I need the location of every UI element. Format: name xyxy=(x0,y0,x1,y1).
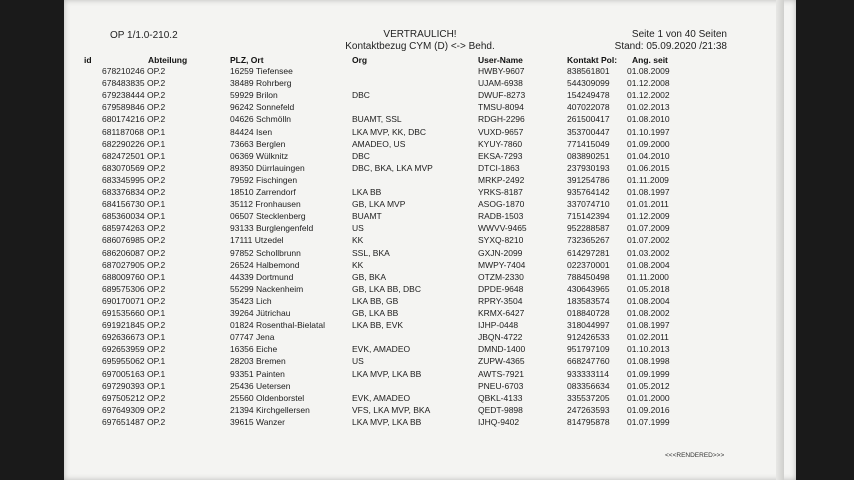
cell-plz-ort: 93351 Painten xyxy=(230,368,285,379)
cell-kontakt-pol: 261500417 xyxy=(567,114,610,125)
cell-ang-seit: 01.04.2010 xyxy=(627,150,670,161)
table-row xyxy=(0,356,854,367)
cell-id: 697290393 xyxy=(102,380,145,391)
cell-user-name: UJAM-6938 xyxy=(478,78,523,89)
cell-user-name: IJHP-0448 xyxy=(478,320,519,331)
cell-kontakt-pol: 715142394 xyxy=(567,211,610,222)
cell-user-name: TMSU-8094 xyxy=(478,102,524,113)
page-info xyxy=(560,29,727,53)
page-number: Seite 1 von 40 Seiten xyxy=(631,29,727,40)
cell-id: 689575306 xyxy=(102,283,145,294)
cell-abteilung: OP.1 xyxy=(147,199,166,210)
stand-date: Stand: 05.09.2020 /21:38 xyxy=(614,41,727,52)
cell-user-name: KYUY-7860 xyxy=(478,138,523,149)
cell-org: LKA MVP, LKA BB xyxy=(352,416,422,427)
cell-kontakt-pol: 912426533 xyxy=(567,332,610,343)
table-row xyxy=(0,417,854,428)
column-header-ang-seit: Ang. seit xyxy=(632,55,668,65)
cell-kontakt-pol: 247263593 xyxy=(567,404,610,415)
cell-org: GB, BKA xyxy=(352,271,387,282)
cell-abteilung: OP.2 xyxy=(147,404,166,415)
table-row xyxy=(0,151,854,162)
cell-plz-ort: 35112 Fronhausen xyxy=(230,199,301,210)
table-row xyxy=(0,344,854,355)
confidential-title: VERTRAULICH! xyxy=(383,29,457,40)
cell-kontakt-pol: 614297281 xyxy=(567,247,610,258)
table-row xyxy=(0,296,854,307)
table-row xyxy=(0,260,854,271)
cell-kontakt-pol: 018840728 xyxy=(567,308,610,318)
cell-id: 684156730 xyxy=(102,199,145,210)
table-row xyxy=(0,187,854,198)
cell-org: US xyxy=(352,356,364,367)
cell-plz-ort: 25560 Oldenborstel xyxy=(230,392,305,403)
cell-id: 682290226 xyxy=(102,138,145,149)
cell-id: 679238444 xyxy=(102,90,145,101)
table-row xyxy=(0,272,854,283)
table-row xyxy=(0,381,854,392)
cell-user-name: ASOG-1870 xyxy=(478,199,525,210)
table-row xyxy=(0,248,854,259)
cell-kontakt-pol: 318044997 xyxy=(567,320,610,331)
cell-id: 692653959 xyxy=(102,344,145,355)
cell-abteilung: OP.1 xyxy=(147,356,166,367)
cell-plz-ort: 18510 Zarrendorf xyxy=(230,187,296,197)
cell-ang-seit: 01.07.2002 xyxy=(627,235,670,246)
cell-id: 697649309 xyxy=(102,404,145,415)
cell-org: DBC xyxy=(352,150,370,161)
cell-plz-ort: 39615 Wanzer xyxy=(230,416,285,427)
table-row xyxy=(0,393,854,404)
cell-kontakt-pol: 083890251 xyxy=(567,150,610,161)
cell-ang-seit: 01.03.2002 xyxy=(627,247,670,258)
cell-ang-seit: 01.10.2013 xyxy=(627,344,670,355)
cell-org: GB, LKA MVP xyxy=(352,199,406,210)
cell-plz-ort: 73663 Berglen xyxy=(230,138,286,149)
cell-user-name: HWBY-9607 xyxy=(478,66,525,76)
cell-user-name: EKSA-7293 xyxy=(478,150,523,161)
cell-plz-ort: 21394 Kirchgellersen xyxy=(230,404,310,415)
table-row xyxy=(0,102,854,113)
cell-kontakt-pol: 952288587 xyxy=(567,223,610,234)
cell-user-name: PNEU-6703 xyxy=(478,380,524,391)
table-row xyxy=(0,139,854,150)
cell-id: 681187068 xyxy=(102,126,144,137)
cell-id: 695955062 xyxy=(102,356,145,367)
cell-ang-seit: 01.08.2002 xyxy=(627,308,670,318)
table-row xyxy=(0,320,854,331)
cell-kontakt-pol: 183583574 xyxy=(567,295,610,306)
cell-abteilung: OP.1 xyxy=(147,138,166,149)
cell-org: EVK, AMADEO xyxy=(352,344,411,355)
cell-abteilung: OP.2 xyxy=(147,102,166,113)
cell-abteilung: OP.2 xyxy=(147,187,166,197)
cell-ang-seit: 01.08.1997 xyxy=(627,187,670,197)
cell-plz-ort: 16356 Eiche xyxy=(230,344,278,355)
cell-abteilung: OP.2 xyxy=(147,235,166,246)
cell-ang-seit: 01.02.2011 xyxy=(627,332,669,343)
cell-user-name: QBKL-4133 xyxy=(478,392,523,403)
cell-org: KK xyxy=(352,235,364,246)
cell-user-name: DMND-1400 xyxy=(478,344,526,355)
cell-kontakt-pol: 430643965 xyxy=(567,283,610,294)
cell-plz-ort: 38489 Rohrberg xyxy=(230,78,292,89)
cell-ang-seit: 01.02.2013 xyxy=(627,102,670,113)
cell-plz-ort: 04626 Schmölln xyxy=(230,114,291,125)
cell-ang-seit: 01.11.2009 xyxy=(627,174,669,185)
cell-user-name: ZUPW-4365 xyxy=(478,356,525,367)
cell-plz-ort: 79592 Fischingen xyxy=(230,174,298,185)
cell-user-name: QEDT-9898 xyxy=(478,404,523,415)
cell-org: LKA MVP, KK, DBC xyxy=(352,126,427,137)
cell-abteilung: OP.1 xyxy=(147,380,166,391)
cell-plz-ort: 26524 Halbemond xyxy=(230,259,300,270)
cell-org: KK xyxy=(352,259,364,270)
cell-abteilung: OP.2 xyxy=(147,78,166,89)
cell-ang-seit: 01.12.2009 xyxy=(627,211,670,222)
cell-id: 686076985 xyxy=(102,235,145,246)
table-row xyxy=(0,78,854,89)
document-title-block xyxy=(300,29,540,53)
cell-id: 682472501 xyxy=(102,150,145,161)
cell-user-name: YRKS-8187 xyxy=(478,187,523,197)
table-row xyxy=(0,369,854,380)
cell-abteilung: OP.2 xyxy=(147,162,166,173)
cell-kontakt-pol: 353700447 xyxy=(567,126,610,137)
cell-ang-seit: 01.12.2002 xyxy=(627,90,670,101)
table-row xyxy=(0,114,854,125)
cell-id: 678483835 xyxy=(102,78,145,89)
column-header-org: Org xyxy=(352,55,368,65)
cell-org: GB, LKA BB xyxy=(352,308,399,318)
cell-ang-seit: 01.12.2008 xyxy=(627,78,670,89)
cell-ang-seit: 01.05.2012 xyxy=(627,380,670,391)
cell-org: EVK, AMADEO xyxy=(352,392,411,403)
cell-abteilung: OP.2 xyxy=(147,223,166,234)
cell-id: 692636673 xyxy=(102,332,145,343)
cell-plz-ort: 06507 Stecklenberg xyxy=(230,211,306,222)
cell-plz-ort: 96242 Sonnefeld xyxy=(230,102,295,113)
rendered-footer: <<<RENDERED>>> xyxy=(665,452,725,459)
cell-id: 683345995 xyxy=(102,174,145,185)
cell-plz-ort: 59929 Brilon xyxy=(230,90,278,101)
cell-ang-seit: 01.08.2010 xyxy=(627,114,670,125)
cell-kontakt-pol: 668247760 xyxy=(567,356,610,367)
cell-org: DBC, BKA, LKA MVP xyxy=(352,162,433,173)
cell-plz-ort: 44339 Dortmund xyxy=(230,271,294,282)
table-row xyxy=(0,284,854,295)
cell-id: 686206087 xyxy=(102,247,145,258)
cell-plz-ort: 25436 Uetersen xyxy=(230,380,291,391)
cell-id: 678210246 xyxy=(102,66,145,76)
cell-id: 687027905 xyxy=(102,259,145,270)
table-row xyxy=(0,199,854,210)
cell-abteilung: OP.1 xyxy=(147,211,166,222)
cell-plz-ort: 93133 Burglengenfeld xyxy=(230,223,314,234)
cell-plz-ort: 28203 Bremen xyxy=(230,356,286,367)
cell-user-name: RPRY-3504 xyxy=(478,295,523,306)
cell-ang-seit: 01.08.1997 xyxy=(627,320,670,331)
cell-user-name: GXJN-2099 xyxy=(478,247,523,258)
cell-abteilung: OP.2 xyxy=(147,259,166,270)
table-row xyxy=(0,90,854,101)
cell-abteilung: OP.2 xyxy=(147,174,166,185)
cell-abteilung: OP.2 xyxy=(147,66,166,76)
cell-abteilung: OP.1 xyxy=(147,308,166,318)
cell-org: LKA BB, GB xyxy=(352,295,399,306)
cell-id: 683376834 xyxy=(102,187,145,197)
cell-kontakt-pol: 788450498 xyxy=(567,271,610,282)
cell-plz-ort: 97852 Schollbrunn xyxy=(230,247,301,258)
cell-org: BUAMT xyxy=(352,211,382,222)
cell-user-name: MWPY-7404 xyxy=(478,259,526,270)
cell-kontakt-pol: 732365267 xyxy=(567,235,610,246)
table-row xyxy=(0,211,854,222)
cell-plz-ort: 07747 Jena xyxy=(230,332,275,343)
cell-ang-seit: 01.07.2009 xyxy=(627,223,670,234)
cell-kontakt-pol: 335537205 xyxy=(567,392,610,403)
cell-plz-ort: 89350 Dürrlauingen xyxy=(230,162,305,173)
cell-org: VFS, LKA MVP, BKA xyxy=(352,404,431,415)
table-row xyxy=(0,127,854,138)
column-header-user-name: User-Name xyxy=(478,55,523,65)
cell-user-name: OTZM-2330 xyxy=(478,271,524,282)
cell-kontakt-pol: 237930193 xyxy=(567,162,610,173)
cell-abteilung: OP.1 xyxy=(147,332,166,343)
cell-org: BUAMT, SSL xyxy=(352,114,402,125)
column-header-plz-ort: PLZ, Ort xyxy=(230,55,264,65)
cell-ang-seit: 01.10.1997 xyxy=(627,126,670,137)
cell-plz-ort: 84424 Isen xyxy=(230,126,273,137)
cell-plz-ort: 55299 Nackenheim xyxy=(230,283,304,294)
cell-abteilung: OP.2 xyxy=(147,114,166,125)
cell-id: 685974263 xyxy=(102,223,145,234)
cell-kontakt-pol: 838561801 xyxy=(567,66,610,76)
cell-plz-ort: 01824 Rosenthal-Bielatal xyxy=(230,320,325,331)
table-row xyxy=(0,235,854,246)
column-header-abteilung: Abteilung xyxy=(148,55,188,65)
cell-org: LKA BB, EVK xyxy=(352,320,404,331)
cell-user-name: RDGH-2296 xyxy=(478,114,525,125)
column-header-kontakt-pol: Kontakt Pol: xyxy=(567,55,618,65)
cell-plz-ort: 06369 Wülknitz xyxy=(230,150,289,161)
table-row xyxy=(0,175,854,186)
cell-kontakt-pol: 407022078 xyxy=(567,102,610,113)
cell-id: 688009760 xyxy=(102,271,145,282)
cell-id: 680174216 xyxy=(102,114,145,125)
document-reference: OP 1/1.0-210.2 xyxy=(110,30,178,41)
cell-ang-seit: 01.11.2000 xyxy=(627,271,669,282)
cell-ang-seit: 01.06.2015 xyxy=(627,162,670,173)
cell-kontakt-pol: 814795878 xyxy=(567,416,610,427)
cell-id: 697651487 xyxy=(102,416,145,427)
cell-abteilung: OP.2 xyxy=(147,295,166,306)
cell-kontakt-pol: 951797109 xyxy=(567,344,610,355)
cell-user-name: IJHQ-9402 xyxy=(478,416,520,427)
document-subtitle: Kontaktbezug CYM (D) <-> Behd. xyxy=(345,41,495,52)
cell-id: 691921845 xyxy=(102,320,145,331)
cell-user-name: DTCI-1863 xyxy=(478,162,520,173)
cell-plz-ort: 35423 Lich xyxy=(230,295,272,306)
table-row xyxy=(0,332,854,343)
cell-kontakt-pol: 083356634 xyxy=(567,380,610,391)
cell-id: 679589846 xyxy=(102,102,145,113)
cell-user-name: JBQN-4722 xyxy=(478,332,523,343)
cell-abteilung: OP.1 xyxy=(147,126,166,137)
cell-abteilung: OP.1 xyxy=(147,271,166,282)
cell-abteilung: OP.2 xyxy=(147,416,166,427)
cell-kontakt-pol: 771415049 xyxy=(567,138,610,149)
cell-org: AMADEO, US xyxy=(352,138,406,149)
cell-ang-seit: 01.09.1999 xyxy=(627,368,670,379)
cell-user-name: MRKP-2492 xyxy=(478,174,525,185)
cell-ang-seit: 01.01.2011 xyxy=(627,199,669,210)
cell-abteilung: OP.2 xyxy=(147,247,166,258)
column-header-id: id xyxy=(84,55,92,65)
table-row xyxy=(0,308,854,319)
cell-user-name: AWTS-7921 xyxy=(478,368,524,379)
cell-ang-seit: 01.08.2004 xyxy=(627,259,670,270)
cell-org: US xyxy=(352,223,364,234)
cell-kontakt-pol: 933333114 xyxy=(567,368,609,379)
cell-ang-seit: 01.01.2000 xyxy=(627,392,670,403)
cell-kontakt-pol: 935764142 xyxy=(567,187,610,197)
cell-ang-seit: 01.08.2009 xyxy=(627,66,670,76)
cell-id: 697505212 xyxy=(102,392,145,403)
cell-id: 690170071 xyxy=(102,295,145,306)
cell-kontakt-pol: 337074710 xyxy=(567,199,610,210)
cell-ang-seit: 01.05.2018 xyxy=(627,283,670,294)
cell-id: 697005163 xyxy=(102,368,145,379)
cell-abteilung: OP.2 xyxy=(147,283,166,294)
cell-user-name: VUXD-9657 xyxy=(478,126,524,137)
cell-id: 683070569 xyxy=(102,162,145,173)
cell-ang-seit: 01.09.2000 xyxy=(627,138,670,149)
cell-abteilung: OP.2 xyxy=(147,90,166,101)
table-row xyxy=(0,405,854,416)
cell-plz-ort: 39264 Jütrichau xyxy=(230,308,291,318)
cell-ang-seit: 01.08.1998 xyxy=(627,356,670,367)
cell-abteilung: OP.2 xyxy=(147,392,166,403)
table-row xyxy=(0,66,854,77)
cell-org: GB, LKA BB, DBC xyxy=(352,283,421,294)
cell-abteilung: OP.1 xyxy=(147,368,166,379)
cell-plz-ort: 17111 Utzedel xyxy=(230,235,284,246)
cell-abteilung: OP.1 xyxy=(147,150,166,161)
cell-org: DBC xyxy=(352,90,370,101)
table-row xyxy=(0,223,854,234)
cell-plz-ort: 16259 Tiefensee xyxy=(230,66,293,76)
cell-user-name: SYXQ-8210 xyxy=(478,235,524,246)
cell-user-name: KRMX-6427 xyxy=(478,308,525,318)
cell-org: LKA MVP, LKA BB xyxy=(352,368,422,379)
cell-kontakt-pol: 391254786 xyxy=(567,174,610,185)
cell-user-name: DPDE-9648 xyxy=(478,283,524,294)
cell-ang-seit: 01.09.2016 xyxy=(627,404,670,415)
cell-id: 685360034 xyxy=(102,211,145,222)
cell-kontakt-pol: 544309099 xyxy=(567,78,610,89)
cell-org: SSL, BKA xyxy=(352,247,390,258)
cell-org: LKA BB xyxy=(352,187,382,197)
cell-user-name: WWVV-9465 xyxy=(478,223,527,234)
table-row xyxy=(0,163,854,174)
cell-kontakt-pol: 154249478 xyxy=(567,90,610,101)
cell-kontakt-pol: 022370001 xyxy=(567,259,610,270)
cell-ang-seit: 01.07.1999 xyxy=(627,416,670,427)
cell-abteilung: OP.2 xyxy=(147,344,166,355)
cell-user-name: DWUF-8273 xyxy=(478,90,526,101)
cell-user-name: RADB-1503 xyxy=(478,211,524,222)
cell-abteilung: OP.2 xyxy=(147,320,166,331)
cell-id: 691535660 xyxy=(102,308,145,318)
cell-ang-seit: 01.08.2004 xyxy=(627,295,670,306)
